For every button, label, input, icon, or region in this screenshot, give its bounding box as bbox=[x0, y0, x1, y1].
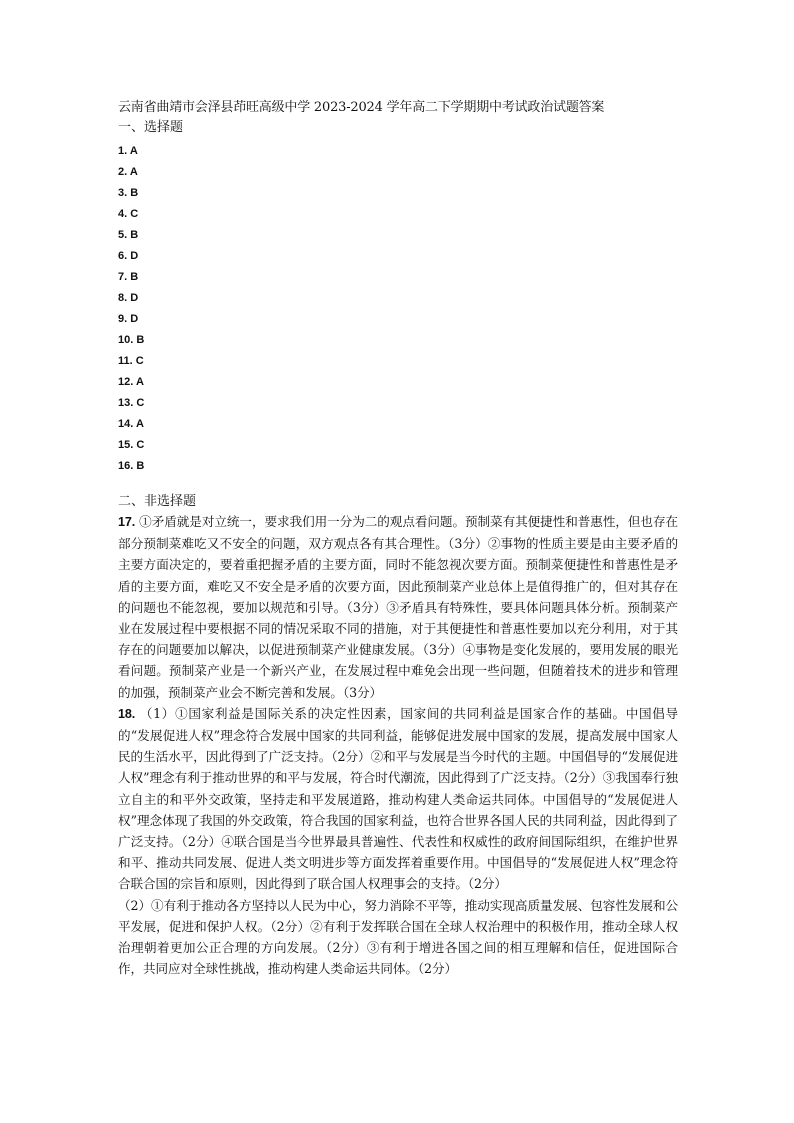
section-non-choice-heading: 二、非选择题 bbox=[118, 494, 197, 509]
answer-item: 9. D bbox=[118, 313, 139, 325]
question-number: 17. bbox=[118, 515, 136, 529]
answer-item: 15. C bbox=[118, 439, 145, 451]
question-number: 18. bbox=[118, 706, 136, 721]
answer-item: 3. B bbox=[118, 187, 139, 199]
answer-item: 13. C bbox=[118, 397, 145, 409]
answer-item: 11. C bbox=[118, 355, 144, 367]
question-18-part1-answer bbox=[118, 703, 678, 895]
document-title: 云南省曲靖市会泽县茚旺高级中学 2023-2024 学年高二下学期期中考试政治试题答案 bbox=[118, 100, 605, 115]
answer-item: 1. A bbox=[118, 145, 138, 157]
question-18-part2-answer: （2）①有利于推动各方坚持以人民为中心，努力消除不平等，推动实现高质量发展、包容性发展和公平发展，促进和保护人权。（2分）②有利于发挥联合国在全球人权治理中的积极作用，推动全球人权治理朝着更加公正合理的方向发展。（2分）③有利于增进各国之间的相互理解和信任，促进国际合作，共同应对全球性挑战，推动构建人类命运共同体。（2分） bbox=[118, 897, 678, 977]
answer-item: 12. A bbox=[118, 376, 144, 388]
section-multiple-choice-heading: 一、选择题 bbox=[118, 120, 184, 135]
answer-item: 5. B bbox=[118, 229, 139, 241]
answer-document bbox=[118, 99, 678, 979]
answer-item: 10. B bbox=[118, 334, 145, 346]
answer-item: 8. D bbox=[118, 292, 139, 304]
answer-item: 14. A bbox=[118, 418, 144, 430]
answer-item: 6. D bbox=[118, 250, 139, 262]
answer-text: ①矛盾就是对立统一，要求我们用一分为二的观点看问题。预制菜有其便捷性和普惠性，但也存在部分预制菜难吃又不安全的问题，双方观点各有其合理性。（3分）②事物的性质主要是由主要矛盾的主要方面决定的，要着重把握矛盾的主要方面，同时不能忽视次要方面。预制菜便捷性和普惠性是矛盾的主要方面，难吃又不安全是矛盾的次要方面，因此预制菜产业总体上是值得推广的，但对其存在的问题也不能忽视，要加以规范和引导。（3分）③矛盾具有特殊性，要具体问题具体分析。预制菜产业在发展过程中要根据不同的情况采取不同的措施，对于其便捷性和普惠性要加以充分利用，对于其存在的问题要加以解决，以促进预制菜产业健康发展。（3分）④事物是变化发展的，要用发展的眼光看问题。预制菜产业是一个新兴产业，在发展过程中难免会出现一些问题，但随着技术的进步和管理的加强，预制菜产业会不断完善和发展。（3分） bbox=[118, 514, 678, 700]
answer-item: 7. B bbox=[118, 271, 139, 283]
answer-item: 16. B bbox=[118, 460, 145, 472]
answer-text: （1）①国家利益是国际关系的决定性因素，国家间的共同利益是国家合作的基础。中国倡导的“发展促进人权”理念符合发展中国家的共同利益，能够促进发展中国家的发展，提高发展中国家人民的生活水平，因此得到了广泛支持。（2分）②和平与发展是当今时代的主题。中国倡导的“发展促进人权”理念有利于推动世界的和平与发展，符合时代潮流，因此得到了广泛支持。（2分）③我国奉行独立自主的和平外交政策，坚持走和平发展道路，推动构建人类命运共同体。中国倡导的“发展促进人权”理念体现了我国的外交政策，符合我国的国家利益，也符合世界各国人民的共同利益，因此得到了广泛支持。（2分）④联合国是当今世界最具普遍性、代表性和权威性的政府间国际组织，在维护世界和平、推动共同发展、促进人类文明进步等方面发挥着重要作用。中国倡导的“发展促进人权”理念符合联合国的宗旨和原则，因此得到了联合国人权理事会的支持。（2分） bbox=[118, 705, 678, 892]
answer-item: 2. A bbox=[118, 166, 138, 178]
answer-list bbox=[118, 141, 678, 477]
answer-item: 4. C bbox=[118, 208, 139, 220]
question-17-answer bbox=[118, 511, 678, 703]
